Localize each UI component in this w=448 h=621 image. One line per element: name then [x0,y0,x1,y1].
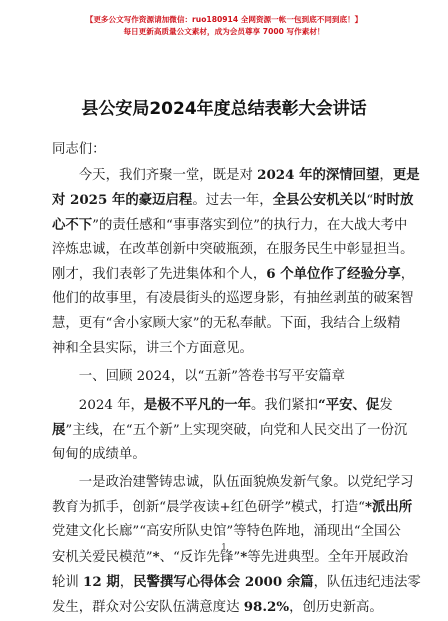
bold-text-run: 对 2025 年的豪迈启程 [52,191,193,208]
banner-line-2: 每日更新高质量公文素材，成为会员尊享 7000 写作素材！ [123,27,325,36]
text-line [52,188,414,213]
bold-text-run: 12 期 [83,574,120,591]
paragraph-1 [52,163,420,362]
text-run: 他们的故事里，有凌晨街头的巡逻身影，有抽丝剥茧的破案智 [52,291,414,307]
text-line [52,595,402,620]
text-run: 教育为抓手，创新“晨学夜读+红色研学”模式，打造“ [52,500,365,516]
text-line [52,262,415,287]
section-heading-1: 一、回顾 2024，以“五新”答卷书写平安篇章 [78,369,346,385]
text-line [52,393,402,418]
text-run: 甸甸的成绩单。 [52,446,146,462]
text-run: 神和全县实际，讲三个方面意见。 [52,341,253,357]
text-line [52,213,408,238]
text-run: 慧，更有“舍小家顾大家”的无私奉献。下面，我结合上级精 [52,316,401,332]
text-line [52,570,421,595]
text-run: 发 [379,397,393,413]
bold-text-run: 98.2% [243,599,290,616]
bold-text-run: 更是 [392,166,420,183]
bold-text-run: 时时放 [373,191,414,208]
page-number: 1 [221,543,227,553]
banner-line-1: 【更多公文写作资源请加微信：ruo180914 全网资源一帐一包到底不同到底！】 [85,15,363,24]
bold-text-run: 心不下 [52,216,93,233]
text-line [52,495,413,520]
text-run: ， [119,575,134,591]
text-run: “ [366,192,374,208]
document-title: 县公安局2024年度总结表彰大会讲话 [81,99,367,119]
text-run: ， [379,167,393,183]
text-line [52,418,408,443]
text-line [52,163,420,188]
text-run: ”的责任感和“事事落实到位”的执行力，在大战大考中 [92,217,408,233]
text-run: 一是政治建警铸忠诚，队伍面貌焕发新气象。以党纪学习 [78,474,414,490]
text-run: 、“反诈先锋” [159,550,241,566]
bold-text-run: “ [318,396,326,413]
text-line [52,238,414,263]
paragraph-2 [52,393,408,468]
text-run: 2024 年， [78,397,144,413]
bold-text-run: 是极不平凡的一年 [143,396,252,413]
bold-text-run: 展 [52,421,66,438]
text-line [52,312,402,337]
bold-text-run: *派出所 [364,499,413,516]
text-run: 发生，群众对公安队伍满意度达 [52,600,244,616]
bold-text-run: * [152,549,160,566]
text-run: 等先进典型。全年开展政治 [247,550,408,566]
text-run: ，创历史新高。 [289,600,383,616]
text-run: 。我们紧扣 [251,397,318,413]
text-run: 淬炼忠诚，在改革创新中突破瓶颈，在服务民生中彰显担当。 [52,241,414,257]
text-run: ， [400,267,415,283]
text-line [52,520,402,545]
text-run: 刚才，我们表彰了先进集体和个人， [52,267,267,283]
promo-banner [0,14,448,38]
text-line [52,471,414,496]
text-run: 。过去一年， [192,192,273,208]
text-run: 轮训 [52,575,84,591]
bold-text-run: 全县公安机关以 [272,191,367,208]
text-line [52,337,402,362]
text-run: 今天，我们齐聚一堂，既是对 [78,167,258,183]
text-line [52,443,402,468]
text-run: 党建文化长廊”“高安所队史馆”等特色阵地，涌现出“全国公 [52,524,401,540]
bold-text-run: 2024 年的深情回望 [257,166,380,183]
bold-text-run: 6 个单位作了经验分享 [266,266,401,283]
bold-text-run: * [240,549,248,566]
salutation: 同志们： [52,142,106,157]
text-run: 安机关爱民模范” [52,550,153,566]
text-run: ，队伍违纪违法零 [313,575,421,591]
text-line [52,287,414,312]
text-run: ”主线，在“五个新”上实现突破，向党和人民交出了一份沉 [65,422,408,438]
bold-text-run: 民警撰写心得体会 2000 余篇 [133,574,314,591]
bold-text-run: 平安、促 [325,396,380,413]
